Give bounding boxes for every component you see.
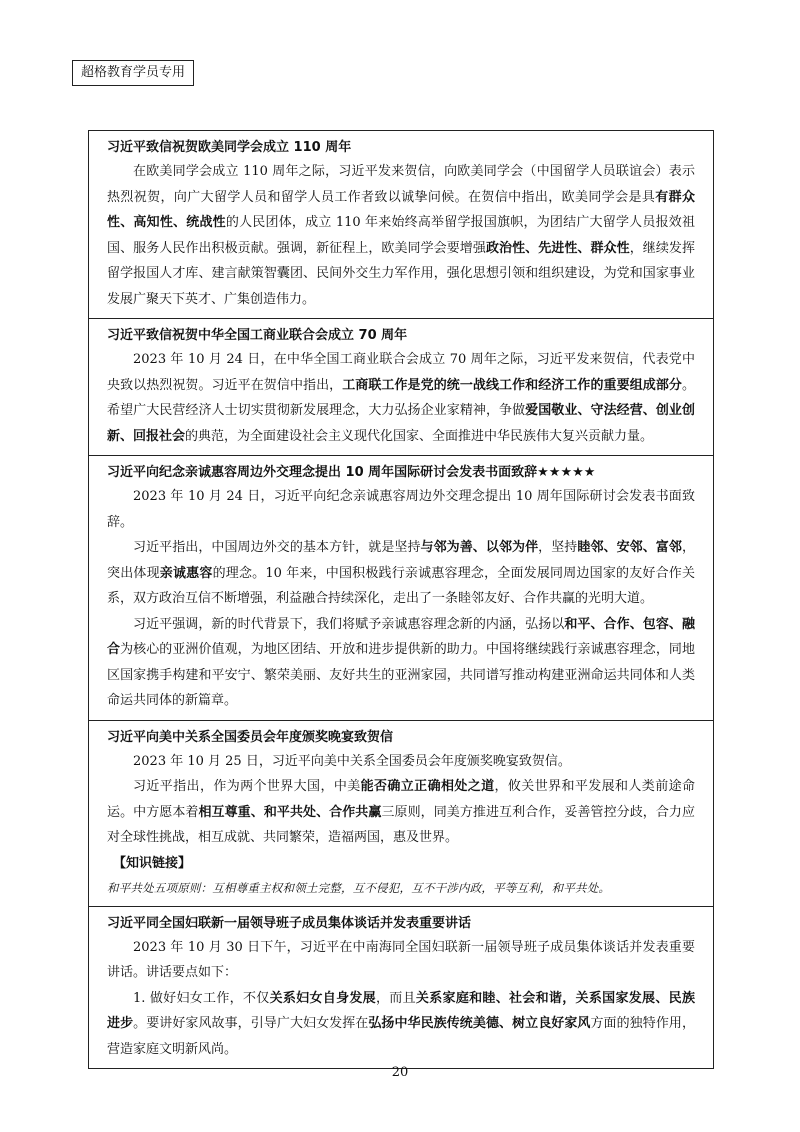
paragraph-text: 2023 年 10 月 24 日，在中华全国工商业联合会成立 70 周年之际，习近平发来贺信，代表党中央致以热烈祝贺。习近平在贺信中指出，: [107, 352, 695, 393]
section-title: 习近平致信祝贺欧美同学会成立 110 周年: [107, 140, 352, 155]
emphasis-text: 关系妇女自身发展: [269, 990, 376, 1006]
section-paragraph: [107, 749, 695, 775]
section-title: 习近平向美中关系全国委员会年度颁奖晚宴致贺信: [107, 729, 394, 745]
news-section: [89, 319, 713, 456]
section-title: 习近平致信祝贺中华全国工商业联合会成立 70 周年: [107, 328, 408, 343]
section-paragraph: [107, 774, 695, 851]
section-paragraph: [107, 484, 695, 535]
emphasis-text: 亲诚惠容: [159, 565, 213, 581]
paragraph-text: 三原则，同美方推进互利合作，妥善管控分歧，合力应对全球性挑战，相互成就、共同繁荣，造福两国，惠及世界。: [107, 804, 695, 845]
paragraph-text: 习近平指出，作为两个世界大国，中美: [133, 779, 361, 794]
paragraph-text: 在欧美同学会成立 110 周年之际，习近平发来贺信，向欧美同学会（中国留学人员联谊会）表示热烈祝贺，向广大留学人员和留学人员工作者致以诚挚问候。在贺信中指出，欧美同学会是具: [107, 164, 695, 205]
paragraph-text: ，突出体现: [107, 540, 695, 581]
paragraph-text: 的理念。10 年来，中国积极践行亲诚惠容理念，全面发展同周边国家的友好合作关系，双方政治互信不断增强，利益融合持续深化，走出了一条睦邻友好、合作共赢的光明大道。: [107, 565, 695, 606]
emphasis-text: 弘扬中华民族传统美德、树立良好家风: [368, 1016, 591, 1031]
emphasis-text: 工商联工作是党的统一战线工作和经济工作的重要组成部分: [342, 377, 682, 393]
news-section: [89, 721, 713, 907]
header-label: 超格教育学员专用: [72, 60, 194, 86]
knowledge-link-title: 【知识链接】: [113, 855, 192, 871]
emphasis-text: 关系家庭和睦、社会和谐，关系国家发展、民族进步: [107, 990, 695, 1031]
emphasis-text: 爱国敬业、守法经营、创业创新、回报社会: [107, 403, 695, 444]
paragraph-text: ，继续发挥留学报国人才库、建言献策智囊团、民间外交生力军作用，强化思想引领和组织建设，为党和国家事业发展广聚天下英才、广集创造伟力。: [107, 240, 695, 307]
section-title: 习近平向纪念亲诚惠容周边外交理念提出 10 周年国际研讨会发表书面致辞★★★★★: [107, 465, 596, 480]
news-section: [89, 456, 713, 721]
emphasis-text: 相互尊重、和平共处、合作共赢: [198, 804, 382, 820]
paragraph-text: 的人民团体，成立 110 年来始终高举留学报国旗帜，为团结广大留学人员报效祖国、服务人民作出积极贡献。强调，新征程上，欧美同学会要增强: [107, 215, 695, 256]
paragraph-text: 2023 年 10 月 24 日，习近平向纪念亲诚惠容周边外交理念提出 10 周年国际研讨会发表书面致辞。: [107, 489, 695, 530]
section-paragraph: [107, 935, 695, 986]
page-number: 20: [391, 1065, 409, 1080]
paragraph-text: 为核心的亚洲价值观，为地区团结、开放和进步提供新的助力。中国将继续践行亲诚惠容理念，同地区国家携手构建和平安宁、繁荣美丽、友好共生的亚洲家园，共同谱写推动构建亚洲命运共同体和人类命运共同体的新篇章。: [107, 642, 695, 708]
emphasis-text: 和平、合作、包容、融合: [107, 616, 695, 657]
news-section: [89, 907, 713, 1070]
section-title: 习近平同全国妇联新一届领导班子成员集体谈话并发表重要讲话: [107, 915, 472, 931]
paragraph-text: 2023 年 10 月 30 日下午，习近平在中南海同全国妇联新一届领导班子成员集体谈话并发表重要讲话。讲话要点如下：: [107, 939, 695, 980]
knowledge-link-note: 和平共处五项原则：互相尊重主权和领土完整，互不侵犯，互不干涉内政，平等互利，和平共处。: [107, 880, 611, 895]
paragraph-text: ，坚持: [538, 540, 578, 555]
emphasis-text: 政治性、先进性、群众性: [485, 240, 630, 256]
paragraph-text: 方面的独特作用，营造家庭文明新风尚。: [107, 1016, 695, 1057]
section-paragraph: [107, 159, 695, 312]
paragraph-text: 。希望广大民营经济人士切实贯彻新发展理念，大力弘扬企业家精神，争做: [107, 377, 695, 418]
content-table: [88, 130, 714, 1069]
news-section: [89, 131, 713, 319]
paragraph-text: ，攸关世界和平发展和人类前途命运。中方愿本着: [107, 779, 695, 820]
paragraph-text: 。要讲好家风故事，引导广大妇女发挥在: [133, 1016, 369, 1031]
paragraph-text: ，而且: [375, 990, 416, 1006]
paragraph-text: 2023 年 10 月 25 日，习近平向美中关系全国委员会年度颁奖晚宴致贺信。: [133, 753, 571, 769]
emphasis-text: 与邻为善、以邻为伴: [420, 540, 539, 555]
section-paragraph: [107, 535, 695, 612]
emphasis-text: 睦邻、安邻、富邻: [577, 540, 682, 555]
paragraph-text: 习近平指出，中国周边外交的基本方针，就是坚持: [133, 540, 421, 555]
paragraph-text: 的典范，为全面建设社会主义现代化国家、全面推进中华民族伟大复兴贡献力量。: [185, 428, 654, 444]
section-paragraph: [107, 612, 695, 714]
paragraph-text: 习近平强调，新的时代背景下，我们将赋予亲诚惠容理念新的内涵，弘扬以: [133, 616, 565, 632]
section-paragraph: [107, 347, 695, 449]
emphasis-text: 有群众性、高知性、统战性: [107, 189, 695, 230]
emphasis-text: 能否确立正确相处之道: [360, 779, 495, 794]
section-paragraph: [107, 986, 695, 1063]
paragraph-text: 1. 做好妇女工作，不仅: [133, 990, 270, 1006]
